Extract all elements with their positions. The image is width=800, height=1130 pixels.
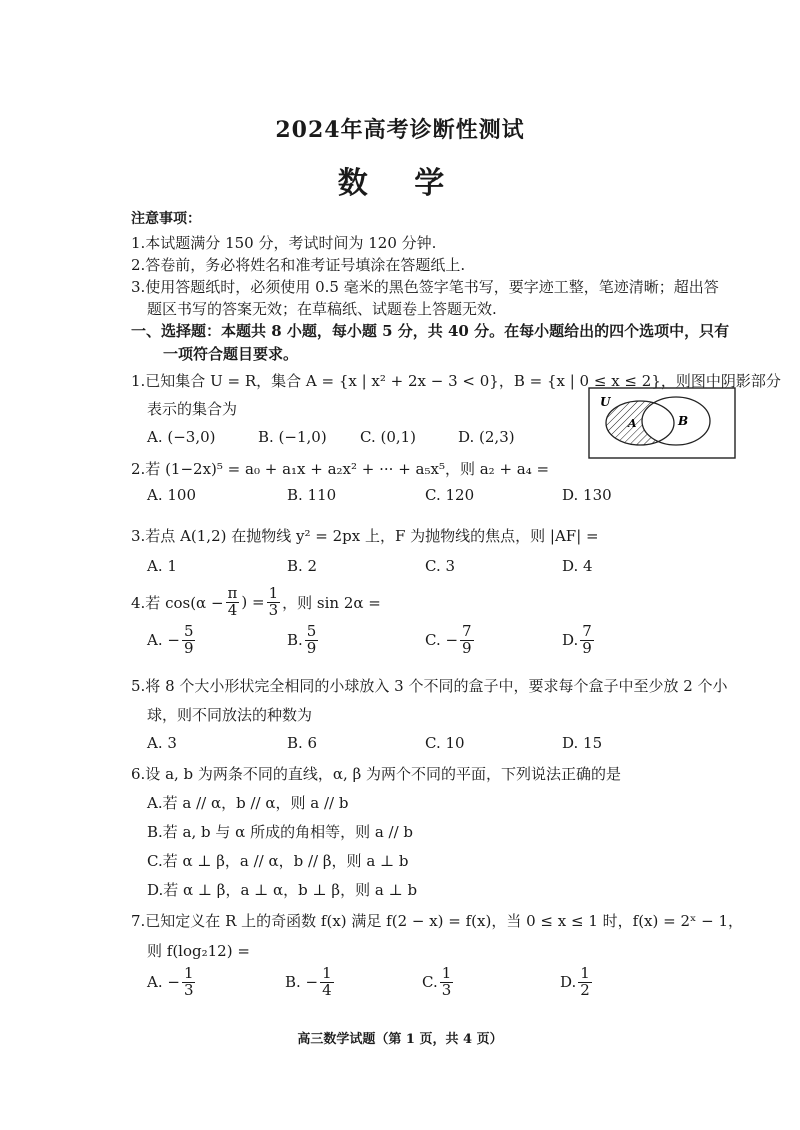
q7-option-a-den: 3 <box>183 980 194 999</box>
q1-option-a: A. (−3,0) <box>147 428 216 446</box>
q4-option-b <box>287 624 320 657</box>
q4-option-b-label: B. <box>287 631 303 650</box>
q7-option-d <box>560 966 594 999</box>
q2-option-c: C. 120 <box>425 486 475 504</box>
q4-option-c <box>425 624 476 657</box>
q5-option-d: D. 15 <box>562 734 603 752</box>
q3-option-d: D. 4 <box>562 557 593 575</box>
q7-option-d-num: 1 <box>580 964 590 982</box>
q4-option-b-num: 5 <box>306 622 317 640</box>
q4-stem-mid: ) = <box>241 593 265 612</box>
q2-option-b: B. 110 <box>287 486 337 504</box>
page-footer: 高三数学试题（第 1 页，共 4 页） <box>297 1032 503 1047</box>
q4-option-c-label: C. − <box>425 631 459 650</box>
q1-stem-cont: 表示的集合为 <box>147 400 238 418</box>
q4-option-a-den: 9 <box>183 638 194 657</box>
q3-option-b: B. 2 <box>287 557 318 575</box>
q5-option-c: C. 10 <box>425 734 465 752</box>
q7-stem: 7.已知定义在 R 上的奇函数 f(x) 满足 f(2 − x) = f(x)，当 0 ≤ x ≤ 1 时，f(x) = 2ˣ − 1， <box>131 912 744 930</box>
q6-option-c: C.若 α ⊥ β，a // α，b // β，则 a ⊥ b <box>147 852 409 870</box>
q4-option-d-label: D. <box>562 631 579 650</box>
q4-frac1-num: π <box>227 584 238 602</box>
notice-item-3-cont: 题区书写的答案无效；在草稿纸、试题卷上答题无效. <box>147 300 497 318</box>
q5-option-a: A. 3 <box>147 734 177 752</box>
q1-option-d: D. (2,3) <box>458 428 515 446</box>
q6-option-d: D.若 α ⊥ β，a ⊥ α，b ⊥ β，则 a ⊥ b <box>147 881 418 899</box>
q7-option-a-num: 1 <box>183 964 194 982</box>
q4-frac2-den: 3 <box>268 600 279 619</box>
q7-option-a-label: A. − <box>147 973 180 992</box>
q1-option-c: C. (0,1) <box>360 428 417 446</box>
notice-heading: 注意事项： <box>131 211 201 227</box>
q3-option-c: C. 3 <box>425 557 456 575</box>
q7-option-c-num: 1 <box>441 964 452 982</box>
q6-option-a: A.若 a // α，b // α，则 a // b <box>147 794 349 812</box>
q7-option-c-den: 3 <box>441 980 452 999</box>
q4-option-a-num: 5 <box>183 622 194 640</box>
q7-option-b-num: 1 <box>322 964 332 982</box>
q2-option-a: A. 100 <box>147 486 196 504</box>
notice-item-3: 3.使用答题纸时，必须使用 0.5 毫米的黑色签字笔书写，要字迹工整，笔迹清晰；超出答 <box>131 278 719 296</box>
q3-stem: 3.若点 A(1,2) 在抛物线 y² = 2px 上，F 为抛物线的焦点，则 |AF| = <box>131 527 599 545</box>
q1-stem: 1.已知集合 U = R，集合 A = {x | x² + 2x − 3 < 0}，B = {x | 0 ≤ x ≤ 2}，则图中阴影部分 <box>131 372 781 390</box>
q5-option-b: B. 6 <box>287 734 318 752</box>
q4-stem-suffix: ，则 sin 2α = <box>282 593 381 612</box>
q7-option-b <box>285 966 336 999</box>
q7-option-d-den: 2 <box>580 980 590 999</box>
q3-option-a: A. 1 <box>147 557 177 575</box>
q4-frac1-den: 4 <box>227 600 238 619</box>
q2-option-d: D. 130 <box>562 486 612 504</box>
q4-frac2-num: 1 <box>268 584 279 602</box>
q7-option-a <box>147 966 197 999</box>
q5-stem: 5.将 8 个大小形状完全相同的小球放入 3 个不同的盒子中，要求每个盒子中至少放 2 个小 <box>131 677 728 695</box>
venn-label-u: U <box>600 395 611 409</box>
exam-subject: 数 学 <box>337 166 463 201</box>
venn-label-b: B <box>678 414 689 428</box>
q1-option-b: B. (−1,0) <box>258 428 327 446</box>
q7-stem-cont: 则 f(log₂12) = <box>147 942 250 960</box>
q7-option-c <box>422 966 455 999</box>
q4-stem-prefix: 4.若 cos(α − <box>131 593 224 612</box>
q4-option-c-num: 7 <box>462 622 472 640</box>
q4-option-b-den: 9 <box>306 638 317 657</box>
q4-option-c-den: 9 <box>462 638 472 657</box>
q6-stem: 6.设 a, b 为两条不同的直线，α, β 为两个不同的平面，下列说法正确的是 <box>131 765 622 783</box>
venn-label-a: A <box>628 417 637 430</box>
q4-option-d-den: 9 <box>582 638 592 657</box>
notice-item-2: 2.答卷前，务必将姓名和准考证号填涂在答题纸上. <box>131 256 466 274</box>
q7-option-b-den: 4 <box>322 980 332 999</box>
q4-option-a-label: A. − <box>147 631 180 650</box>
q4-option-d-num: 7 <box>582 622 592 640</box>
q4-option-d <box>562 624 596 657</box>
q6-option-b: B.若 a, b 与 α 所成的角相等，则 a // b <box>147 823 414 841</box>
section-heading-cont: 一项符合题目要求。 <box>163 345 299 363</box>
section-heading: 一、选择题：本题共 8 小题，每小题 5 分，共 40 分。在每小题给出的四个选项中，只有 <box>131 322 730 340</box>
exam-title: 2024年高考诊断性测试 <box>275 117 525 143</box>
q4-option-a <box>147 624 197 657</box>
venn-diagram <box>588 387 736 459</box>
q4-frac-pi-over-4 <box>226 586 240 619</box>
q7-option-b-label: B. − <box>285 973 319 992</box>
q5-stem-cont: 球，则不同放法的种数为 <box>147 706 313 724</box>
q4-frac-one-third <box>267 586 281 619</box>
q4-stem <box>131 586 381 619</box>
q7-option-c-label: C. <box>422 973 438 992</box>
q2-stem: 2.若 (1−2x)⁵ = a₀ + a₁x + a₂x² + ··· + a₅x⁵，则 a₂ + a₄ = <box>131 460 550 478</box>
q7-option-d-label: D. <box>560 973 577 992</box>
notice-item-1: 1.本试题满分 150 分，考试时间为 120 分钟. <box>131 234 437 252</box>
